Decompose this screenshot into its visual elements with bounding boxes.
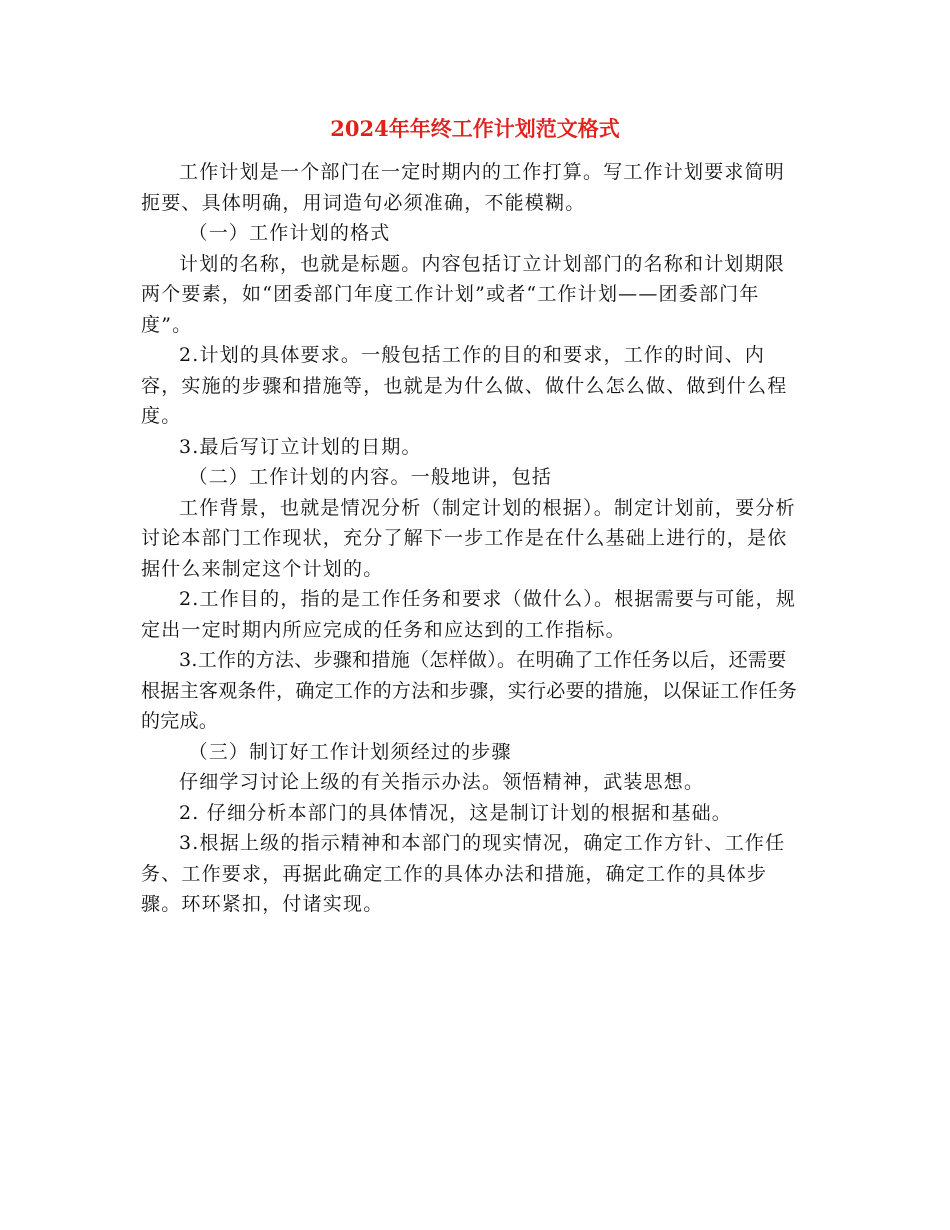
section-heading: （一）工作计划的格式: [188, 222, 391, 244]
section-heading: （三）制订好工作计划须经过的步骤: [188, 740, 512, 763]
paragraph: 2.计划的具体要求。一般包括工作的目的和要求，工作的时间、内容，实施的步骤和措施等，也就是为什么做、做什么怎么做、做到什么程度。: [141, 344, 788, 427]
paragraph: 3.根据上级的指示精神和本部门的现实情况，确定工作方针、工作任务、工作要求，再据此确定工作的具体办法和措施，确定工作的具体步骤。环环紧扣，付诸实现。: [141, 832, 786, 915]
document-title: 2024年年终工作计划范文格式: [330, 116, 620, 141]
section-heading: （二）工作计划的内容。一般地讲，包括: [188, 466, 553, 488]
paragraph: 仔细学习讨论上级的有关指示办法。领悟精神，武装思想。: [179, 771, 705, 793]
paragraph: 2. 仔细分析本部门的具体情况，这是制订计划的根据和基础。: [179, 801, 732, 824]
paragraph: 3.工作的方法、步骤和措施（怎样做）。在明确了工作任务以后，还需要根据主客观条件，确定工作的方法和步骤，实行必要的措施，以保证工作任务的完成。: [141, 649, 798, 732]
paragraph: 计划的名称，也就是标题。内容包括订立计划部门的名称和计划期限两个要素，如“团委部门年度工作计划”或者“工作计划——团委部门年度”。: [141, 252, 786, 336]
document-body: [141, 157, 803, 920]
paragraph: 2.工作目的，指的是工作任务和要求（做什么）。根据需要与可能，规定出一定时期内所应完成的任务和应达到的工作指标。: [141, 588, 797, 641]
paragraph: 工作背景，也就是情况分析（制定计划的根据）。制定计划前，要分析讨论本部门工作现状，充分了解下一步工作是在什么基础上进行的，是依据什么来制定这个计划的。: [141, 496, 796, 580]
paragraph: 工作计划是一个部门在一定时期内的工作打算。写工作计划要求简明扼要、具体明确，用词造句必须准确，不能模糊。: [141, 161, 786, 214]
paragraph: 3.最后写订立计划的日期。: [179, 435, 422, 458]
